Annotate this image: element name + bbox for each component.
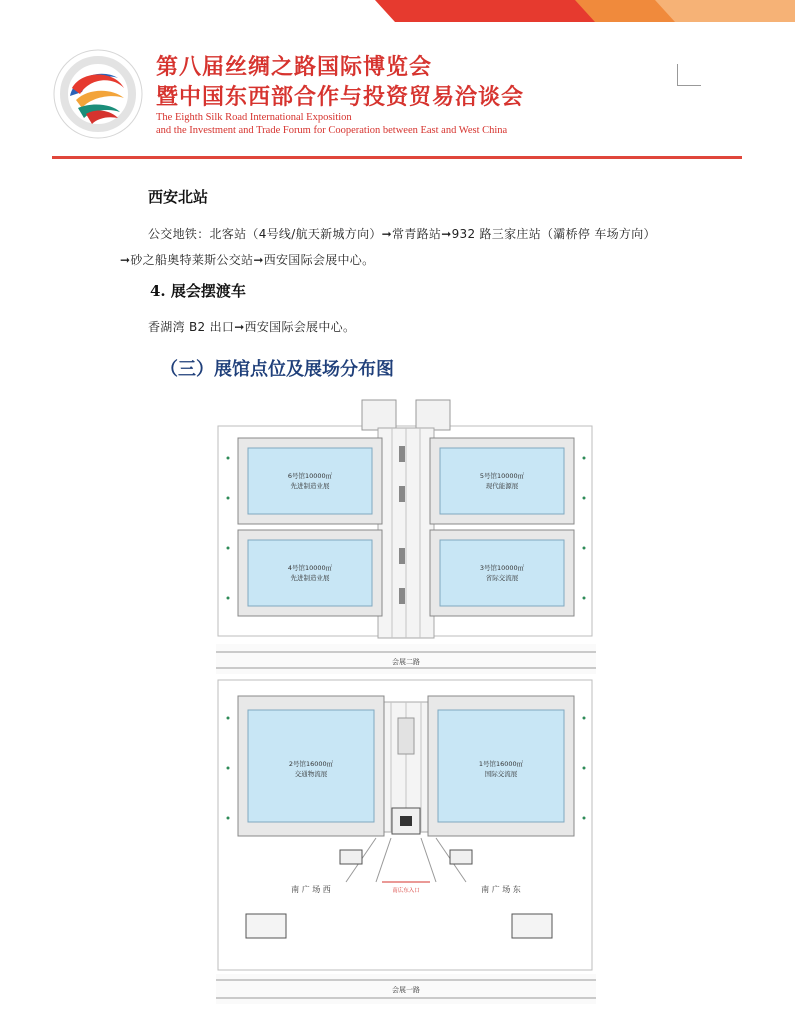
service-block-east (450, 850, 472, 864)
header-stripes (375, 0, 795, 22)
hall-5-label-area: 5号馆10000㎡ (479, 472, 525, 480)
south-atrium (398, 718, 414, 754)
north-station-heading: 西安北站 (148, 188, 209, 206)
shuttle-heading: 4. 展会摆渡车 (150, 282, 246, 300)
hall-3-label-area: 3号馆10000㎡ (479, 564, 525, 572)
title-english-line1: The Eighth Silk Road International Exposition (156, 112, 352, 123)
hall-3-floor (440, 540, 564, 606)
plaza-west-label: 南 广 场 西 (291, 885, 331, 894)
north-gate-west (362, 400, 396, 430)
stripe-peach (655, 0, 795, 22)
hall-1-label-area: 1号馆16000㎡ (478, 760, 524, 768)
title-english-line2: and the Investment and Trade Forum for Cooperation between East and West China (156, 125, 508, 136)
south-entrance-label: 南広东入口 (392, 888, 420, 894)
road-1-label: 会展一路 (392, 986, 420, 994)
hall-6-floor (248, 448, 372, 514)
hall-6-label-theme: 先进制造业展 (290, 482, 330, 490)
document-header (52, 48, 752, 148)
hall-6-label-area: 6号馆10000㎡ (287, 472, 333, 480)
north-gate-east (416, 400, 450, 430)
shuttle-route: 香湖湾 B2 出口➞西安国际会展中心。 (148, 320, 356, 334)
escalator-1 (399, 446, 405, 462)
hall-5-floor (440, 448, 564, 514)
exhibition-site-map (216, 398, 596, 1014)
north-station-route-line1: 公交地铁：北客站（4号线/航天新城方向）➞常青路站➞932 路三家庄站（灞桥停 车场方向） (148, 227, 656, 241)
escalator-3 (399, 548, 405, 564)
section-title-hall-map: （三）展馆点位及展场分布图 (160, 359, 394, 380)
road-2-label: 会展二路 (392, 658, 420, 666)
escalator-4 (399, 588, 405, 604)
hall-4-label-area: 4号馆10000㎡ (287, 564, 333, 572)
header-divider (52, 156, 742, 159)
title-chinese-line2: 暨中国东西部合作与投资贸易洽谈会 (156, 85, 525, 110)
service-block-west (340, 850, 362, 864)
hall-2-label-area: 2号馆16000㎡ (288, 760, 334, 768)
ticket-booth-west (246, 914, 286, 938)
hall-4-floor (248, 540, 372, 606)
hall-1-label-theme: 国际交流展 (484, 770, 518, 778)
hall-2-label-theme: 交通物流展 (294, 770, 328, 778)
silk-road-expo-logo (52, 48, 144, 140)
plaza-east-label: 南 广 场 东 (481, 885, 521, 894)
south-entrance-core (400, 816, 412, 826)
title-chinese-line1: 第八届丝绸之路国际博览会 (156, 55, 433, 80)
escalator-2 (399, 486, 405, 502)
hall-3-label-theme: 省际交流展 (485, 574, 519, 582)
north-station-route-line2: ➞砂之船奥特莱斯公交站➞西安国际会展中心。 (120, 253, 375, 267)
crop-corner-mark (677, 64, 701, 86)
hall-4-label-theme: 先进制造业展 (290, 574, 330, 582)
hall-5-label-theme: 现代能源展 (485, 482, 519, 490)
ticket-booth-east (512, 914, 552, 938)
